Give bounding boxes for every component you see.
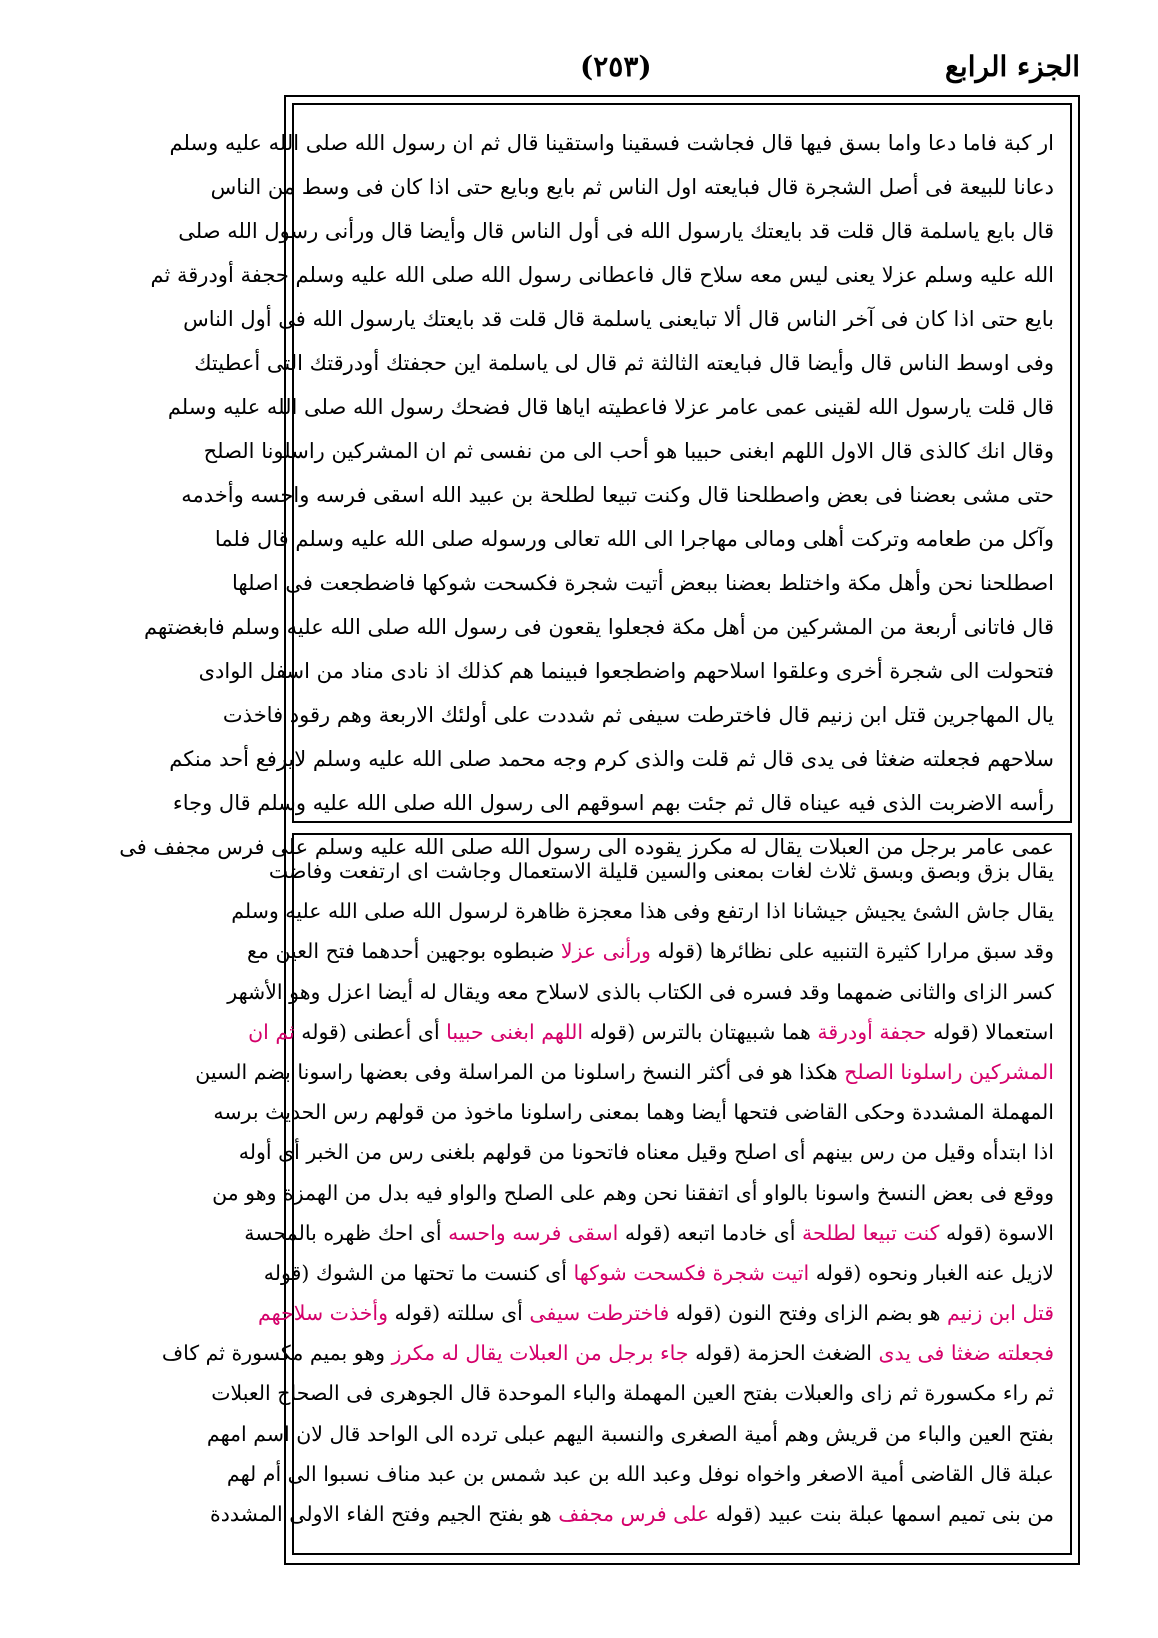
lemma-highlight: كنت تبيعا لطلحة xyxy=(802,1220,940,1245)
commentary-segment: استعمالا (قوله xyxy=(926,1019,1054,1044)
lemma-highlight: فاخترطت سيفى xyxy=(529,1301,670,1326)
lemma-highlight: اتيت شجرة فكسحت شوكها xyxy=(573,1260,810,1285)
main-text-line: فتحولت الى شجرة أخرى وعلقوا اسلاحهم واضطجعوا فبينما هم كذلك اذ نادى مناد من اسفل الوادى xyxy=(198,659,1054,683)
commentary-segment: أى خادما اتبعه (قوله xyxy=(618,1220,803,1245)
commentary-line xyxy=(212,1173,1054,1213)
commentary-line xyxy=(227,972,1054,1012)
commentary-line xyxy=(238,1132,1054,1172)
lemma-highlight: ورأنى عزلا xyxy=(560,939,651,964)
commentary-segment: ووقع فى بعض النسخ واسونا بالواو أى اتفقنا نحن وهم على الصلح والواو فيه بدل من الهمزة وهو من xyxy=(212,1180,1054,1205)
commentary-segment: هكذا هو فى أكثر النسخ راسلونا من المراسلة وفى بعضها راسونا بضم السين xyxy=(195,1059,845,1084)
commentary-segment: هما شبيهتان بالترس (قوله xyxy=(583,1019,818,1044)
commentary-segment: أى أعطنى (قوله xyxy=(294,1019,447,1044)
commentary-box xyxy=(161,833,1072,1555)
commentary-line xyxy=(247,931,1054,971)
commentary-segment: وهو بميم مكسورة ثم كاف xyxy=(161,1341,392,1366)
lemma-highlight: جاء برجل من العبلات يقال له مكرز xyxy=(391,1341,689,1366)
lemma-highlight: اللهم ابغنى حبيبا xyxy=(446,1019,584,1044)
commentary-line xyxy=(231,891,1054,931)
page-frame xyxy=(119,95,1080,1565)
main-text-line: سلاحهم فجعلته ضغثا فى يدى قال ثم قلت والذى كرم وجه محمد صلى الله عليه وسلم لايرفع أحد منكم xyxy=(169,747,1054,771)
commentary-segment: ثم راء مكسورة ثم زاى والعبلات بفتح العين المهملة والباء الموحدة قال الجوهرى فى الصحاح العبلات xyxy=(211,1381,1054,1406)
commentary-segment: يقال جاش الشئ يجيش جيشانا اذا ارتفع وفى هذا معجزة ظاهرة لرسول الله صلى الله عليه وسلم xyxy=(231,899,1054,924)
main-text-line: ار كبة فاما دعا واما بسق فيها قال فجاشت فسقينا واستقينا قال ثم ان رسول الله صلى الله عليه وسلم xyxy=(169,131,1054,155)
main-text-line: حتى مشى بعضنا فى بعض واصطلحنا قال وكنت تبيعا لطلحة بن عبيد الله اسقى فرسه واحسه وأخدمه xyxy=(181,483,1054,507)
commentary-segment: أى سللته (قوله xyxy=(388,1301,530,1326)
commentary-segment: يقال بزق وبصق وبسق ثلاث لغات بمعنى والسين قليلة الاستعمال وجاشت اى ارتفعت وفاضت xyxy=(268,859,1054,883)
main-text-line: عمى عامر برجل من العبلات يقال له مكرز يقوده الى رسول الله صلى الله عليه وسلم على فرس مجفف فى xyxy=(119,835,1054,859)
commentary-segment: بفتح العين والباء من قريش وهم أمية الصغرى والنسبة اليهم عبلى ترده الى الواحد قال لان اسم امهم xyxy=(206,1421,1054,1446)
commentary-segment: كسر الزاى والثانى ضمهما وقد فسره فى الكتاب بالذى لاسلاح معه ويقال له أيضا اعزل وهو الأشهر xyxy=(227,979,1054,1004)
commentary-segment: ضبطوه بوجهين أحدهما فتح العين مع xyxy=(247,939,561,964)
commentary-line xyxy=(206,1414,1054,1454)
lemma-highlight: المشركين راسلونا الصلح xyxy=(844,1059,1054,1084)
main-text-line: قال قلت يارسول الله لقينى عمى عامر عزلا فاعطيته اياها قال فضحك رسول الله صلى الله عليه وسلم xyxy=(167,395,1054,419)
commentary-line xyxy=(195,1052,1054,1092)
commentary-line xyxy=(244,1213,1054,1253)
running-head: الجزء الرابع xyxy=(945,50,1080,83)
main-text-line: دعانا للبيعة فى أصل الشجرة قال فبايعته اول الناس ثم بايع وبايع حتى اذا كان فى وسط من الناس xyxy=(210,175,1054,199)
commentary-segment: الضغث الحزمة (قوله xyxy=(688,1341,879,1366)
commentary-segment: الاسوة (قوله xyxy=(939,1220,1054,1245)
lemma-highlight: قتل ابن زنيم xyxy=(947,1301,1054,1326)
lemma-highlight: حجفة أودرقة xyxy=(817,1019,927,1044)
main-text-line: يال المهاجرين قتل ابن زنيم قال فاخترطت سيفى ثم شددت على أولئك الاربعة وهم رقود فاخذت xyxy=(222,703,1054,727)
commentary-line xyxy=(210,1494,1054,1534)
commentary-line xyxy=(268,851,1054,891)
commentary-segment: أى كنست ما تحتها من الشوك (قوله xyxy=(263,1260,574,1285)
commentary-segment: عبلة قال القاضى أمية الاصغر واخواه نوفل وعبد الله بن عبد شمس بن عبد مناف نسبوا الى أم لهم xyxy=(226,1461,1054,1486)
commentary-line xyxy=(213,1092,1054,1132)
main-text-line: الله عليه وسلم عزلا يعنى ليس معه سلاح قال فاعطانى رسول الله صلى الله عليه وسلم حجفة أودرقة ثم xyxy=(150,263,1054,287)
commentary-segment: من بنى تميم اسمها عبلة بنت عبيد (قوله xyxy=(709,1502,1054,1526)
page-number: (٢٥٣) xyxy=(580,50,652,83)
main-text-line: رأسه الاضربت الذى فيه عيناه قال ثم جئت بهم اسوقهم الى رسول الله صلى الله عليه وسلم قال وجاء xyxy=(172,791,1054,815)
lemma-highlight: فجعلته ضغثا فى يدى xyxy=(878,1341,1054,1366)
commentary-segment: أى احك ظهره بالمحسة xyxy=(244,1220,449,1245)
main-text-line: قال بايع ياسلمة قال قلت قد بايعتك يارسول الله فى أول الناس قال وأيضا قال ورأنى رسول الله صلى xyxy=(178,219,1054,243)
main-text-line: بايع حتى اذا كان فى آخر الناس قال ألا تبايعنى ياسلمة قال قلت قد بايعتك يارسول الله فى أول الناس xyxy=(183,307,1054,331)
commentary-segment: هو بفتح الجيم وفتح الفاء الاولى المشددة xyxy=(210,1502,559,1526)
lemma-highlight: اسقى فرسه واحسه xyxy=(448,1220,619,1245)
commentary-line xyxy=(161,1333,1054,1373)
main-text-line: وفى اوسط الناس قال وأيضا قال فبايعته الثالثة ثم قال لى ياسلمة اين حجفتك أودرقتك التى أعطيتك xyxy=(194,351,1054,375)
lemma-highlight: ثم ان xyxy=(248,1019,295,1044)
commentary-segment: وقد سبق مرارا كثيرة التنبيه على نظائرها (قوله xyxy=(650,939,1054,964)
main-text-line: اصطلحنا نحن وأهل مكة واختلط بعضنا ببعض أتيت شجرة فكسحت شوكها فاضطجعت فى اصلها xyxy=(232,571,1054,595)
commentary-line xyxy=(257,1293,1054,1333)
main-text-line: وآكل من طعامه وتركت أهلى ومالى مهاجرا الى الله تعالى ورسوله صلى الله عليه وسلم قال فلما xyxy=(214,527,1054,551)
main-text xyxy=(119,121,1054,869)
commentary-line xyxy=(211,1373,1054,1413)
commentary-segment: اذا ابتدأه وقيل من رس بينهم أى اصلح وقيل معناه فاتحونا من قولهم بلغنى رس من الخبر أى أوله xyxy=(238,1140,1054,1165)
lemma-highlight: على فرس مجفف xyxy=(558,1502,710,1526)
main-text-line: قال فاتانى أربعة من المشركين من أهل مكة فجعلوا يقعون فى رسول الله صلى الله عليه وسلم فابغضتهم xyxy=(144,615,1054,639)
lemma-highlight: وأخذت سلاحهم xyxy=(257,1301,388,1326)
commentary-segment: لازيل عنه الغبار ونحوه (قوله xyxy=(809,1260,1054,1285)
commentary-segment: هو بضم الزاى وفتح النون (قوله xyxy=(669,1301,948,1326)
main-text-box xyxy=(119,103,1072,859)
commentary-line xyxy=(248,1012,1054,1052)
commentary-text xyxy=(161,851,1054,1534)
commentary-line xyxy=(263,1253,1054,1293)
commentary-segment: المهملة المشددة وحكى القاضى فتحها أيضا وهما بمعنى راسلونا ماخوذ من قولهم رس الحديث برسه xyxy=(213,1100,1054,1125)
main-text-line: وقال انك كالذى قال الاول اللهم ابغنى حبيبا هو أحب الى من نفسى ثم ان المشركين راسلونا الصلح xyxy=(203,439,1054,463)
commentary-line xyxy=(226,1454,1054,1494)
page-header xyxy=(280,48,1080,94)
